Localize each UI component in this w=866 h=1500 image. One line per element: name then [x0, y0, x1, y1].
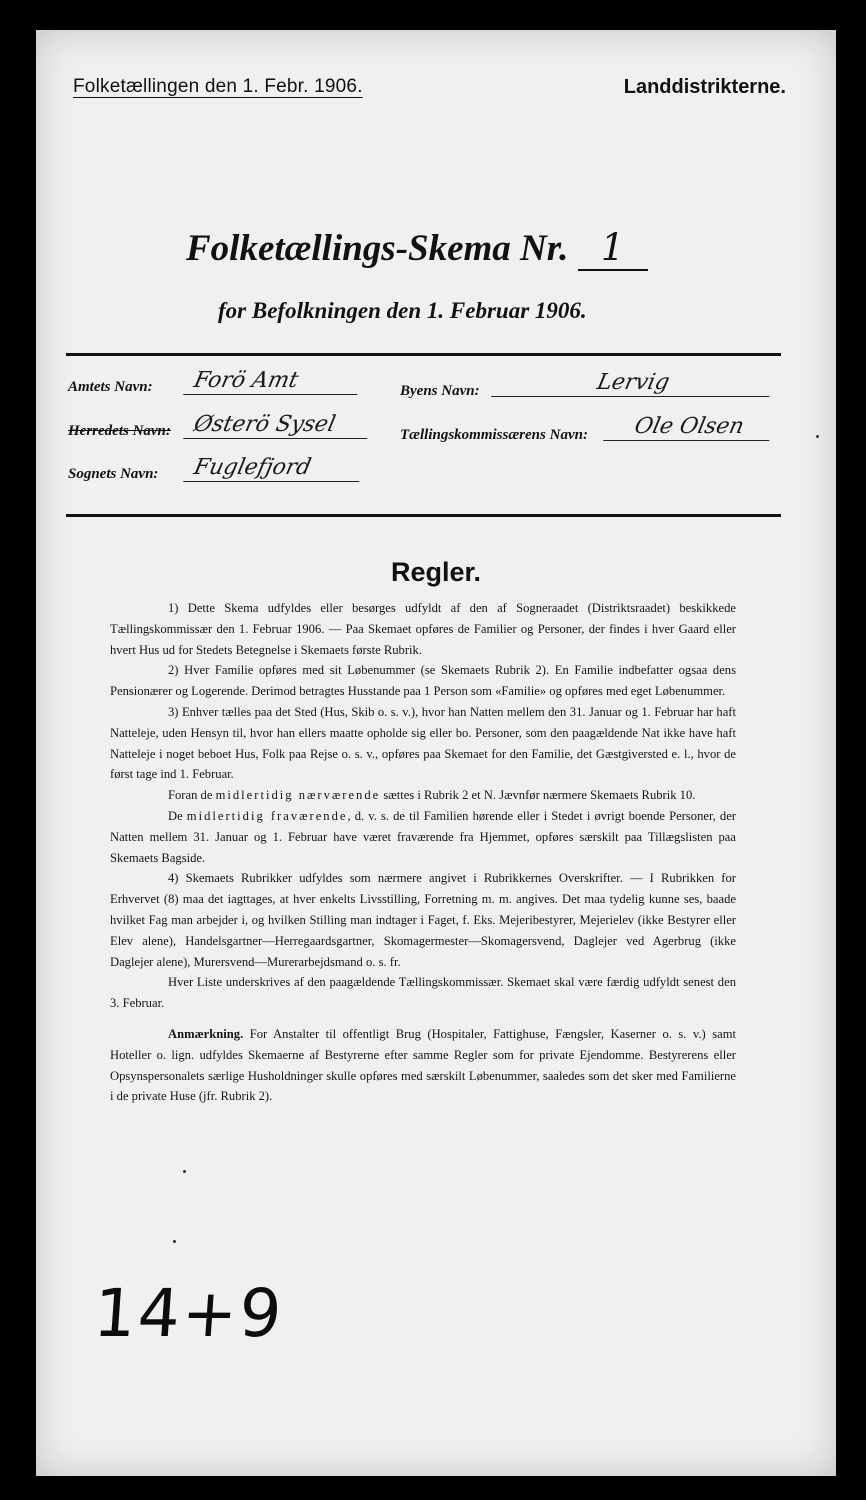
- census-label: Folketællingen den 1. Febr. 1906.: [73, 76, 363, 97]
- rule-3-absent-pre: De: [168, 808, 187, 823]
- ink-speck: [173, 1240, 176, 1243]
- handwritten-number: 14+9: [91, 1275, 286, 1352]
- rules-heading: Regler.: [390, 557, 482, 587]
- form-title-text: Folketællings-Skema Nr.: [186, 228, 569, 269]
- top-divider: [66, 353, 781, 356]
- sogn-value: Fuglefjord: [183, 455, 365, 482]
- rules-body: [110, 598, 736, 1107]
- census-form-sheet: [36, 30, 836, 1476]
- rule-signature: Hver Liste underskrives af den paagældende Tællingskommissær. Skemaet skal være færdig udfyldt senest den 3. Februar.: [110, 975, 736, 1011]
- rule-4: 4) Skemaets Rubrikker udfyldes som nærmere angivet i Rubrikkernes Overskrifter. — I Rubrikken for Erhvervet (8) maa det iagttages, at hver enkelts Livsstilling, Forretning m. m. angives. Det maa tydelig kunne ses, baade hvilket Fag man arbejder i, og hvilken Stilling man indtager i Faget, f. Eks. Mejeribestyrer, Mejerielev (ikke Bestyrer eller Elev alene), Handelsgartner—Herregaardsgartner, Skomagermester—Skomagersvend, Daglejer ved Agerbrug (ikke Daglejer alene), Murersvend—Murerarbejdsmand o. s. fr.: [110, 871, 736, 969]
- district-label: Landdistrikterne.: [623, 76, 786, 98]
- remark-label: Anmærkning.: [168, 1026, 244, 1041]
- form-title: [186, 226, 648, 271]
- form-subtitle: for Befolkningen den 1. Februar 1906.: [218, 298, 587, 323]
- rule-3-absent: [110, 806, 736, 868]
- byen-label: Byens Navn:: [400, 383, 480, 399]
- amt-value: Forö Amt: [183, 368, 363, 395]
- kommissaer-value: Ole Olsen: [603, 414, 775, 441]
- rule-3: 3) Enhver tælles paa det Sted (Hus, Skib o. s. v.), hvor han Natten mellem den 31. Januar og 1. Februar har haft Natteleje, uden Hensyn til, hvor han ellers maatte opholde sig eller bo. Personer, som den paagældende Nat ikke have haft Natteleje i noget beboet Hus, Folk paa Rejse o. s. v., opføres paa Skemaet for den Familie, det Gæstgiversted e. l., hvor de først tage ind 1. Februar.: [110, 704, 736, 782]
- rule-3-absent-spaced: midlertidig fraværende: [186, 808, 348, 823]
- byen-value: Lervig: [491, 370, 775, 397]
- herred-value: Østerö Sysel: [183, 412, 373, 439]
- rule-3-present-pre: Foran de: [168, 788, 216, 803]
- herred-label: Herredets Navn:: [68, 423, 171, 439]
- bottom-divider: [66, 514, 781, 517]
- rule-3-present: [110, 785, 736, 806]
- ink-speck: [816, 435, 819, 438]
- rule-3-present-spaced: midlertidig nærværende: [215, 788, 381, 803]
- ink-speck: [183, 1170, 186, 1173]
- remark-text: For Anstalter til offentligt Brug (Hospitaler, Fattighuse, Fængsler, Kaserner o. s. v.) samt Hoteller o. lign. udfyldes Skemaerne af Bestyrerne efter samme Regler som for private Ejendomme. Bestyrerens eller Opsynspersonalets særlige Husholdninger skulle opføres med særskilt Løbenummer, saaledes som det sker med Familierne i de private Huse (jfr. Rubrik 2).: [110, 1026, 736, 1104]
- rule-3-present-post: sættes i Rubrik 2 et N. Jævnfør nærmere Skemaets Rubrik 10.: [380, 788, 696, 803]
- rule-2: 2) Hver Familie opføres med sit Løbenummer (se Skemaets Rubrik 2). En Familie indbefatter ogsaa dens Pensionærer og Logerende. Derimod betragtes Husstande paa 1 Person som «Familie» og opføres med eget Løbenummer.: [110, 663, 736, 699]
- rule-1: 1) Dette Skema udfyldes eller besørges udfyldt af den af Sogneraadet (Distriktsraadet) beskikkede Tællingskommissær den 1. Februar 1906. — Paa Skemaet opføres de Familier og Personer, der findes i hver Gaard eller hvert Hus ud for Stedets Betegnelse i Skemaets første Rubrik.: [110, 601, 736, 657]
- rule-3-absent-post: , d. v. s. de til Familien hørende eller i Stedet i øvrigt boende Personer, der Natten mellem 31. Januar og 1. Februar have været fraværende fra Hjemmet, opføres særskilt paa Tillægslisten paa Skemaets Bagside.: [110, 808, 736, 865]
- sogn-label: Sognets Navn:: [68, 466, 159, 482]
- kommissaer-label: Tællingskommissærens Navn:: [400, 427, 588, 443]
- remark: [110, 1024, 736, 1107]
- amt-label: Amtets Navn:: [68, 379, 153, 395]
- schema-number: 1: [578, 226, 648, 271]
